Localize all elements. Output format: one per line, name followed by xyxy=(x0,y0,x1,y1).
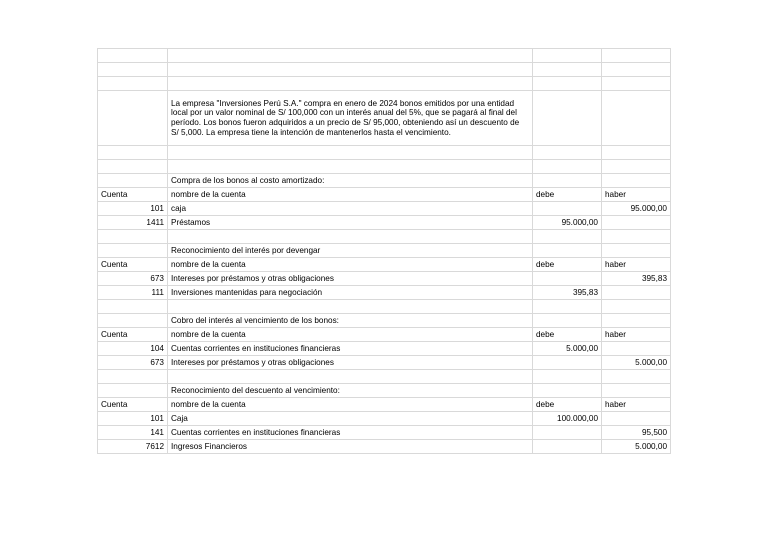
header-debe[interactable]: debe xyxy=(533,398,602,412)
section-title[interactable]: Compra de los bonos al costo amortizado: xyxy=(168,174,533,188)
haber-cell[interactable] xyxy=(602,286,671,300)
empty-row xyxy=(98,146,671,160)
cuenta-cell[interactable]: 141 xyxy=(98,426,168,440)
haber-cell[interactable] xyxy=(602,412,671,426)
cell[interactable] xyxy=(602,49,671,63)
header-nombre[interactable]: nombre de la cuenta xyxy=(168,328,533,342)
section-title[interactable]: Reconocimiento del descuento al vencimiento: xyxy=(168,384,533,398)
section-title-row xyxy=(98,244,671,258)
cell[interactable] xyxy=(168,370,533,384)
debe-cell[interactable]: 100.000,00 xyxy=(533,412,602,426)
cell[interactable] xyxy=(533,63,602,77)
table-row xyxy=(98,286,671,300)
cell[interactable] xyxy=(533,160,602,174)
cell[interactable] xyxy=(602,174,671,188)
cuenta-cell[interactable]: 673 xyxy=(98,356,168,370)
empty-row xyxy=(98,300,671,314)
table-row xyxy=(98,272,671,286)
cell[interactable] xyxy=(98,384,168,398)
debe-cell[interactable] xyxy=(533,356,602,370)
table-row xyxy=(98,426,671,440)
header-row xyxy=(98,328,671,342)
cell[interactable] xyxy=(602,384,671,398)
section-title-row xyxy=(98,384,671,398)
nombre-cell[interactable]: Inversiones mantenidas para negociación xyxy=(168,286,533,300)
header-cuenta[interactable]: Cuenta xyxy=(98,258,168,272)
cell[interactable] xyxy=(533,49,602,63)
cell[interactable] xyxy=(98,300,168,314)
nombre-cell[interactable]: Intereses por préstamos y otras obligaciones xyxy=(168,356,533,370)
debe-cell[interactable] xyxy=(533,440,602,454)
cell[interactable] xyxy=(602,244,671,258)
cell[interactable] xyxy=(533,384,602,398)
table-row xyxy=(98,440,671,454)
empty-row xyxy=(98,77,671,91)
header-cuenta[interactable]: Cuenta xyxy=(98,328,168,342)
cell[interactable] xyxy=(168,49,533,63)
problem-description[interactable]: La empresa "Inversiones Perú S.A." compra en enero de 2024 bonos emitidos por una entidad local por un valor nominal de S/ 100,000 con un interés anual del 5%, que se pagará al final del período. Los bonos fueron adquiridos a un precio de S/ 95,000, obteniendo así un descuento de S/ 5,000. La empresa tiene la intención de mantenerlos hasta el vencimiento. xyxy=(168,91,533,146)
cell[interactable] xyxy=(98,146,168,160)
cell[interactable] xyxy=(168,230,533,244)
cell[interactable] xyxy=(168,300,533,314)
cell[interactable] xyxy=(168,63,533,77)
nombre-cell[interactable]: caja xyxy=(168,202,533,216)
empty-row xyxy=(98,370,671,384)
description-row xyxy=(98,91,671,146)
section-title[interactable]: Cobro del interés al vencimiento de los bonos: xyxy=(168,314,533,328)
nombre-cell[interactable]: Préstamos xyxy=(168,216,533,230)
header-nombre[interactable]: nombre de la cuenta xyxy=(168,258,533,272)
cell[interactable] xyxy=(98,77,168,91)
empty-row xyxy=(98,63,671,77)
haber-cell[interactable]: 95.000,00 xyxy=(602,202,671,216)
cuenta-cell[interactable]: 7612 xyxy=(98,440,168,454)
cell[interactable] xyxy=(533,91,602,146)
header-nombre[interactable]: nombre de la cuenta xyxy=(168,398,533,412)
cell[interactable] xyxy=(533,244,602,258)
cell[interactable] xyxy=(98,91,168,146)
header-cuenta[interactable]: Cuenta xyxy=(98,398,168,412)
spreadsheet-grid xyxy=(97,48,671,454)
cell[interactable] xyxy=(533,230,602,244)
nombre-cell[interactable]: Intereses por préstamos y otras obligaciones xyxy=(168,272,533,286)
cell[interactable] xyxy=(602,77,671,91)
haber-cell[interactable]: 95,500 xyxy=(602,426,671,440)
cell[interactable] xyxy=(533,314,602,328)
empty-row xyxy=(98,160,671,174)
cuenta-cell[interactable]: 101 xyxy=(98,412,168,426)
haber-cell[interactable]: 5.000,00 xyxy=(602,440,671,454)
table-row xyxy=(98,216,671,230)
header-row xyxy=(98,398,671,412)
debe-cell[interactable] xyxy=(533,426,602,440)
header-row xyxy=(98,258,671,272)
header-debe[interactable]: debe xyxy=(533,328,602,342)
nombre-cell[interactable]: Ingresos Financieros xyxy=(168,440,533,454)
header-haber[interactable]: haber xyxy=(602,328,671,342)
cuenta-cell[interactable]: 111 xyxy=(98,286,168,300)
nombre-cell[interactable]: Cuentas corrientes en instituciones financieras xyxy=(168,342,533,356)
haber-cell[interactable] xyxy=(602,342,671,356)
cell[interactable] xyxy=(602,370,671,384)
header-haber[interactable]: haber xyxy=(602,258,671,272)
haber-cell[interactable]: 5.000,00 xyxy=(602,356,671,370)
cell[interactable] xyxy=(602,160,671,174)
cell[interactable] xyxy=(602,91,671,146)
nombre-cell[interactable]: Caja xyxy=(168,412,533,426)
cell[interactable] xyxy=(533,300,602,314)
header-debe[interactable]: debe xyxy=(533,258,602,272)
nombre-cell[interactable]: Cuentas corrientes en instituciones financieras xyxy=(168,426,533,440)
section-title-row xyxy=(98,314,671,328)
cell[interactable] xyxy=(98,63,168,77)
cell[interactable] xyxy=(602,300,671,314)
cell[interactable] xyxy=(602,63,671,77)
debe-cell[interactable] xyxy=(533,272,602,286)
cell[interactable] xyxy=(533,370,602,384)
header-row xyxy=(98,188,671,202)
table-row xyxy=(98,356,671,370)
header-cuenta[interactable]: Cuenta xyxy=(98,188,168,202)
cell[interactable] xyxy=(168,146,533,160)
empty-row xyxy=(98,230,671,244)
debe-cell[interactable]: 95.000,00 xyxy=(533,216,602,230)
cell[interactable] xyxy=(602,146,671,160)
header-haber[interactable]: haber xyxy=(602,188,671,202)
section-title-row xyxy=(98,174,671,188)
header-haber[interactable]: haber xyxy=(602,398,671,412)
table-row xyxy=(98,342,671,356)
cell[interactable] xyxy=(533,77,602,91)
cell[interactable] xyxy=(98,244,168,258)
cell[interactable] xyxy=(98,314,168,328)
cell[interactable] xyxy=(602,230,671,244)
table-row xyxy=(98,412,671,426)
cell[interactable] xyxy=(168,160,533,174)
cell[interactable] xyxy=(98,160,168,174)
section-title[interactable]: Reconocimiento del interés por devengar xyxy=(168,244,533,258)
header-debe[interactable]: debe xyxy=(533,188,602,202)
debe-cell[interactable]: 395,83 xyxy=(533,286,602,300)
debe-cell[interactable]: 5.000,00 xyxy=(533,342,602,356)
debe-cell[interactable] xyxy=(533,202,602,216)
haber-cell[interactable] xyxy=(602,216,671,230)
cell[interactable] xyxy=(168,77,533,91)
cell[interactable] xyxy=(533,146,602,160)
cuenta-cell[interactable]: 104 xyxy=(98,342,168,356)
header-nombre[interactable]: nombre de la cuenta xyxy=(168,188,533,202)
cell[interactable] xyxy=(98,49,168,63)
haber-cell[interactable]: 395,83 xyxy=(602,272,671,286)
cell[interactable] xyxy=(98,174,168,188)
empty-row xyxy=(98,49,671,63)
cell[interactable] xyxy=(98,370,168,384)
cell[interactable] xyxy=(533,174,602,188)
cell[interactable] xyxy=(98,230,168,244)
table-row xyxy=(98,202,671,216)
cuenta-cell[interactable]: 1411 xyxy=(98,216,168,230)
cuenta-cell[interactable]: 101 xyxy=(98,202,168,216)
cell[interactable] xyxy=(602,314,671,328)
cuenta-cell[interactable]: 673 xyxy=(98,272,168,286)
